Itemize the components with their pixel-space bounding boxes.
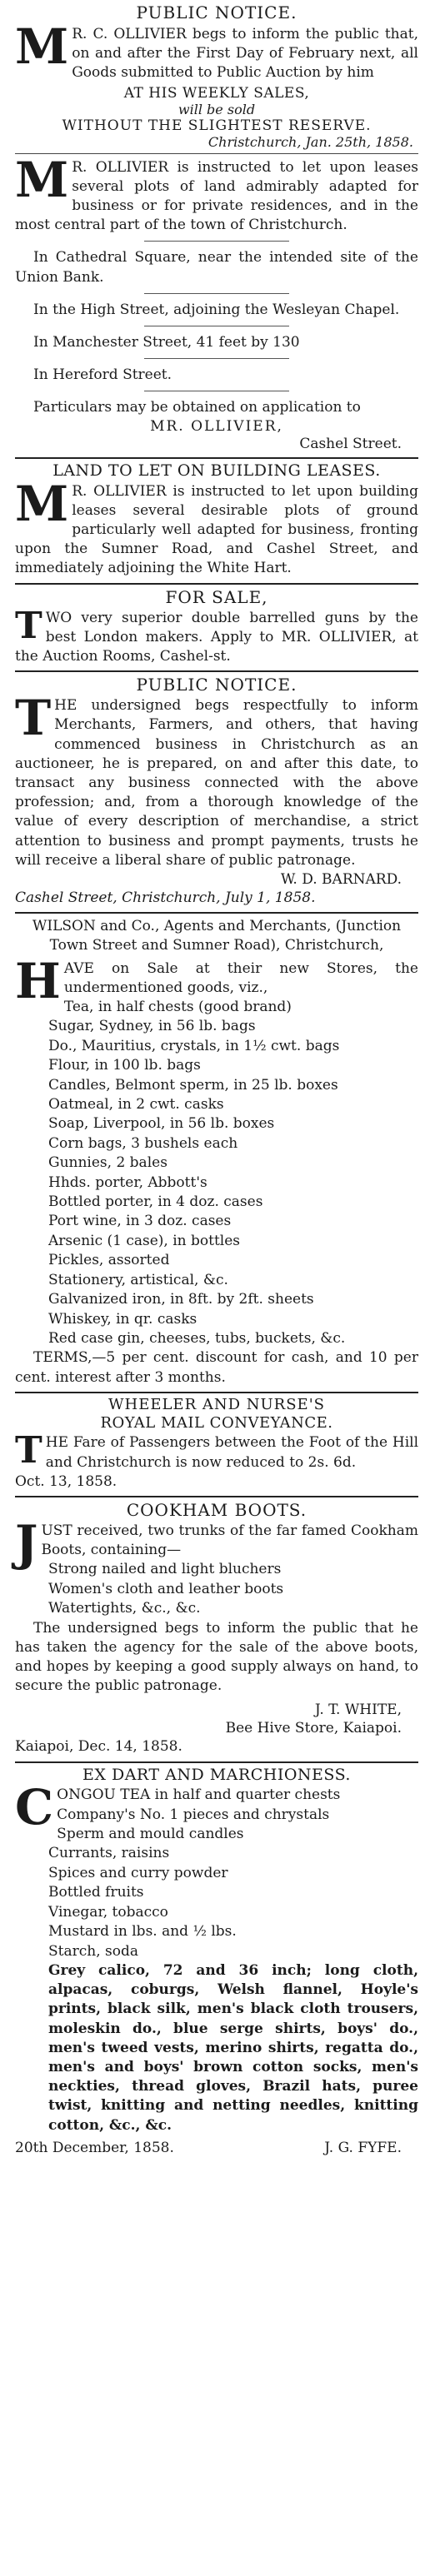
list-item: Whiskey, in qr. casks [48,1310,198,1328]
public-notice-ollivier-sales [15,0,418,150]
list-item: Oatmeal, in 2 cwt. casks [48,1096,224,1114]
notice-body-text: WO very superior double barrelled guns by the best London makers. Apply to MR. OLLIVIER, at the Auction Rooms, Cashel-st. [15,609,418,665]
notice-for-sale-guns [15,588,418,667]
notice-heading: PUBLIC NOTICE. [136,675,298,695]
notice-dateline: Cashel Street, Christchurch, July 1, 1858. [15,889,316,906]
notice-body-text: UST received, two trunks of the far famed Cookham Boots, containing— [41,1522,418,1559]
notice-body [15,151,418,236]
list-item: Galvanized iron, in 8ft. by 2ft. sheets [48,1291,314,1308]
divider [15,1761,418,1763]
site-item: In Manchester Street, 41 feet by 130 [33,334,300,351]
goods-list [15,998,418,1348]
list-item: Corn bags, 3 bushels each [48,1134,238,1152]
notice-body-text: ONGOU TEA in half and quarter chests [57,1786,341,1804]
divider [15,1392,418,1393]
notice-line: AT HIS WEEKLY SALES, [123,84,310,102]
list-item: Pickles, assorted [48,1252,170,1269]
notice-dateline: Kaiapoi, Dec. 14, 1858. [15,1738,182,1756]
notice-building-leases [15,462,418,579]
notice-body-text: R. C. OLLIVIER begs to inform the public that, on and after the First Day of February next, all Goods submitted to Public Auction by him [72,26,418,82]
drop-cap: M [15,151,69,208]
list-item: Vinegar, tobacco [48,1903,168,1921]
notice-royal-mail [15,1397,418,1492]
notice-body [15,1429,418,1472]
drop-cap: T [15,1429,42,1472]
notice-dateline: 20th December, 1858. [15,2139,174,2156]
drop-cap: M [15,18,69,75]
notice-signature: J. G. FYFE. [324,2139,402,2156]
list-item: Flour, in 100 lb. bags [48,1057,201,1074]
divider [15,670,418,672]
notice-body [15,18,418,83]
notice-heading: EX DART AND MARCHIONESS. [82,1765,351,1784]
list-item: Mustard in lbs. and ½ lbs. [48,1923,237,1941]
list-item: Bottled fruits [48,1884,144,1901]
divider [15,1496,418,1497]
drop-cap: T [15,690,52,747]
agency-text: The undersigned begs to inform the public that he has taken the agency for the sale of the above boots, and hopes by keeping a good supply always on hand, to secure the public patronage. [15,1619,418,1695]
drapery-text: Grey calico, 72 and 36 inch; long cloth, alpacas, coburgs, Welsh flannel, Hoyle's prints, black silk, men's black cloth trousers, moleskin do., blue serge shirts, boys' do., men's tweed vests, merino shirts, regatta do., men's and boys' brown cotton socks, men's neckties, thread gloves, Brazil hats, puree twist, knitting and netting needles, knitting cotton, &c., &c. [48,1961,418,2134]
notice-footer [15,2139,418,2158]
short-divider [144,358,289,359]
list-item: Spices and curry powder [48,1864,228,1881]
notice-body [15,604,418,667]
agent-name: MR. OLLIVIER, [150,417,283,435]
divider [15,583,418,585]
notice-heading: COOKHAM BOOTS. [126,1499,308,1520]
list-item: Tea, in half chests (good brand) [63,999,292,1015]
store-name: Bee Hive Store, Kaiapoi. [225,1720,402,1737]
notice-body [15,475,418,579]
notice-subheading: ROYAL MAIL CONVEYANCE. [100,1413,333,1432]
notice-body-text: R. OLLIVIER is instructed to let upon leases several plots of land admirably adapted for business or for private residences, and in the most central part of the town of Christchurch. [15,158,418,234]
particulars-text: Particulars may be obtained on application to [33,399,361,416]
boots-list [15,1560,418,1618]
list-item: Strong nailed and light bluchers [48,1561,282,1578]
divider [15,457,418,459]
list-item: Hhds. porter, Abbott's [48,1173,208,1191]
list-item: Currants, raisins [48,1845,170,1862]
list-item: Stationery, artistical, &c. [48,1271,228,1288]
goods-list [15,1806,418,1961]
site-item: In Hereford Street. [33,366,172,384]
drop-cap: J [15,1514,38,1572]
short-divider [144,293,289,294]
site-item: In the High Street, adjoining the Wesleyan Chapel. [33,301,400,318]
list-item: Sperm and mould candles [57,1826,244,1843]
list-item: Watertights, &c., &c. [48,1600,201,1617]
list-item: Women's cloth and leather boots [48,1580,284,1597]
notice-line: will be sold [178,101,256,117]
list-item: Starch, soda [48,1942,138,1960]
list-item: Bottled porter, in 4 doz. cases [48,1193,263,1211]
drop-cap: M [15,475,69,532]
list-item: Do., Mauritius, crystals, in 1½ cwt. bags [48,1037,340,1054]
short-divider [144,241,289,242]
terms-text: TERMS,—5 per cent. discount for cash, and 10 per cent. interest after 3 months. [15,1349,418,1386]
notice-cookham-boots [15,1501,418,1757]
notice-heading: LAND TO LET ON BUILDING LEASES. [52,461,381,480]
list-item: Red case gin, cheeses, tubs, buckets, &c. [48,1329,346,1347]
notice-wilson-goods [15,917,418,1388]
list-item: Soap, Liverpool, in 56 lb. boxes [48,1115,275,1133]
merchant-intro: WILSON and Co., Agents and Merchants, (Junction Town Street and Sumner Road), Christchurch, [32,918,402,954]
public-notice-barnard [15,675,418,908]
list-item: Company's No. 1 pieces and chrystals [57,1806,330,1823]
divider [15,153,418,154]
notice-body-text: R. OLLIVIER is instructed to let upon building leases several desirable plots of ground particularly well adapted for business, fronting upon the Sumner Road, and Cashel Street, and immediately adjoining the White Hart. [15,482,418,577]
notice-heading: FOR SALE, [165,586,268,607]
notice-signature: W. D. BARNARD. [280,870,402,888]
list-item: Gunnies, 2 bales [48,1154,168,1172]
notice-signature: J. T. WHITE, [314,1702,402,1719]
list-item: Port wine, in 3 doz. cases [48,1213,232,1230]
drop-cap: H [15,952,61,1009]
notice-dateline: Oct. 13, 1858. [15,1472,118,1490]
list-item: Sugar, Sydney, in 56 lb. bags [48,1018,256,1035]
notice-ex-dart [15,1766,418,2158]
notice-heading: PUBLIC NOTICE. [136,2,298,22]
notice-line: WITHOUT THE SLIGHTEST RESERVE. [62,117,372,134]
site-item: In Cathedral Square, near the intended site of the Union Bank. [15,249,418,286]
notice-body-text: AVE on Sale at their new Stores, the undermentioned goods, viz., [63,959,418,996]
notice-heading: WHEELER AND NURSE'S [108,1395,325,1413]
notice-dateline: Christchurch, Jan. 25th, 1858. [208,133,413,150]
notice-body-text: HE undersigned begs respectfully to inform Merchants, Farmers, and others, that having commenced business in Christchurch as an auctioneer, he is prepared, on and after this date, to transact any business connected with the above profession; and, from a thorough knowledge of the value of every description of merchandise, a strict attention to business and prompt payments, trusts he will receive a liberal share of public patronage. [15,697,418,869]
notice-body [15,690,418,870]
drop-cap: C [15,1779,54,1836]
list-item: Candles, Belmont sperm, in 25 lb. boxes [48,1076,338,1094]
agent-address: Cashel Street. [299,435,402,452]
list-item: Arsenic (1 case), in bottles [48,1232,241,1249]
divider [15,912,418,914]
notice-land-leases [15,151,418,453]
notice-body-text: HE Fare of Passengers between the Foot of the Hill and Christchurch is now reduced to 2s. 6d. [45,1434,418,1471]
drop-cap: T [15,604,42,647]
